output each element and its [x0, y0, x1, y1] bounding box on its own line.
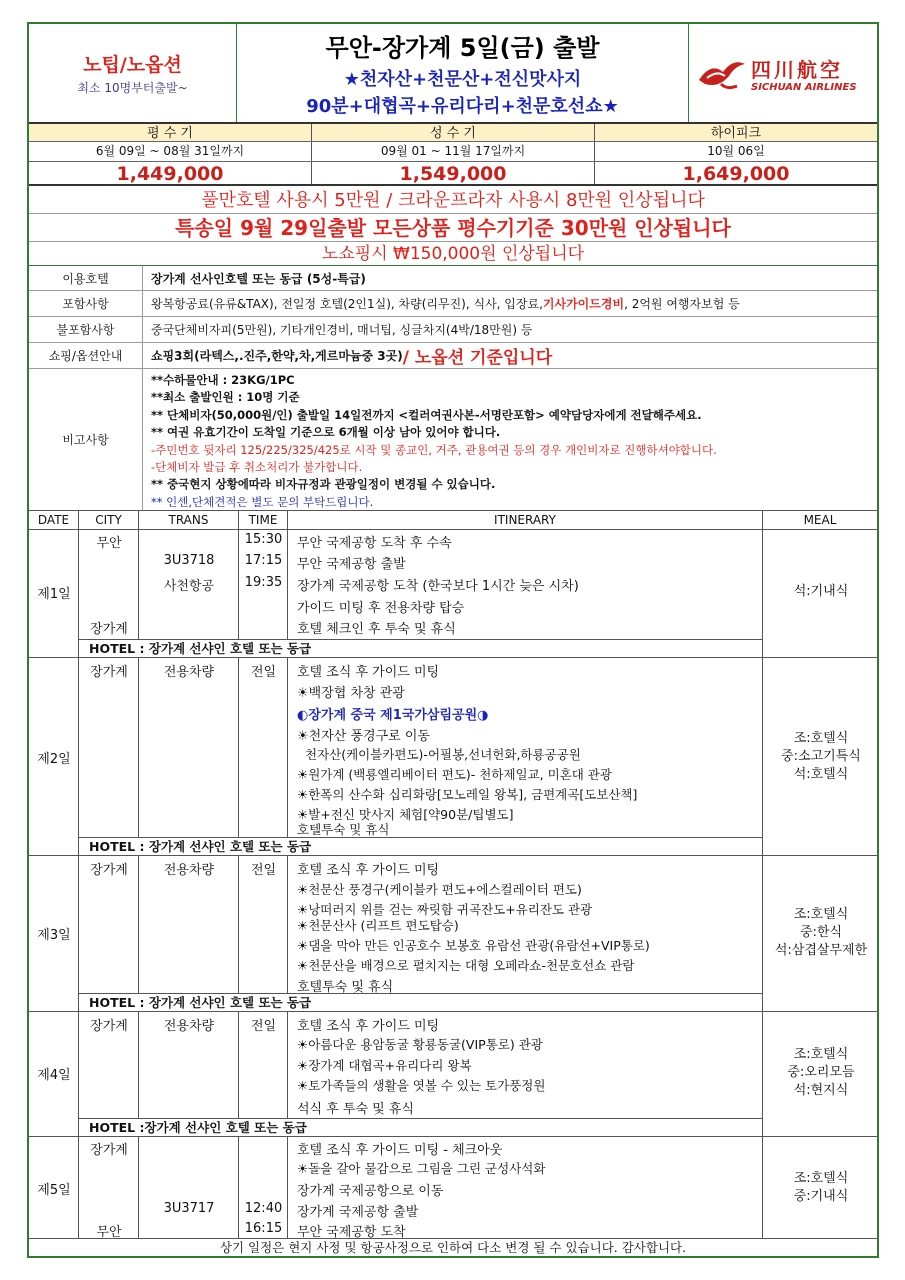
holiday-surcharge-notice: 특송일 9월 29일출발 모든상품 평수기기준 30만원 인상됩니다 — [29, 214, 877, 242]
itinerary-line: ☀천문산 풍경구(케이블카 편도+에스컬레이터 편도) — [297, 882, 582, 897]
time: 12:40 — [244, 1201, 283, 1216]
season-peak: 하이피크 — [710, 126, 762, 141]
meal-info — [765, 1046, 877, 1100]
time: 17:15 — [244, 553, 283, 568]
info-label: 비고사항 — [29, 369, 143, 510]
price-high: 1,549,000 — [312, 162, 595, 184]
itinerary-line: ☀댐을 막아 만든 인공호수 보봉호 유람선 관광(유람선+VIP통로) — [297, 938, 650, 953]
no-shopping-notice: 노쇼핑시 ₩150,000원 인상됩니다 — [29, 242, 877, 266]
airline-name-en: SICHUAN AIRLINES — [751, 82, 857, 93]
airline-name: 사천항공 — [163, 579, 215, 594]
footer-note: 상기 일정은 현지 사정 및 항공사정으로 인하여 다소 변경 될 수 있습니다. 감사합니다. — [219, 1240, 687, 1255]
meal-line: 중:한식 — [799, 925, 843, 940]
hotel-line: HOTEL : 장가계 선샤인 호텔 또는 동급 — [79, 639, 763, 658]
itinerary-line: ☀발+전신 맛사지 체험[약90분/팁별도] — [297, 807, 514, 822]
transport: 전용차량 — [163, 665, 215, 680]
itinerary-line: ◐장가계 중국 제1국가삼림공원◑ — [297, 708, 489, 723]
time: 전일 — [250, 863, 277, 878]
info-value: 장가계 선사인호텔 또는 동급 (5성-특급) — [151, 271, 366, 286]
header-tag-box — [29, 24, 237, 122]
divider — [139, 1137, 239, 1239]
day-label: 제5일 — [37, 1183, 71, 1198]
itinerary-line: ☀천문산을 배경으로 펼치지는 대형 오페라쇼-천문호선쇼 관람 — [297, 958, 635, 973]
day-5 — [29, 1137, 877, 1239]
day-label: 제2일 — [37, 752, 71, 767]
day-label: 제3일 — [37, 928, 71, 943]
time: 15:30 — [244, 532, 283, 547]
info-row-shopping — [29, 343, 877, 369]
min-group-note: 최소 10명부터출발~ — [77, 81, 188, 95]
transport: 전용차량 — [163, 863, 215, 878]
itinerary-line: 천자산(케이블카편도)-어필봉,선녀헌화,하룡공공원 — [305, 747, 581, 762]
price-peak: 1,649,000 — [682, 163, 790, 185]
hotel-line: HOTEL :장가계 선샤인 호텔 또는 동급 — [79, 1118, 763, 1137]
note-line: ** 단체비자(50,000원/인) 출발일 14일전까지 <컬러여권사본-서명란포함> 예약담당자에게 전달해주세요. — [151, 407, 702, 422]
tour-brochure — [27, 22, 879, 1258]
info-label: 불포함사항 — [29, 317, 143, 342]
hotel-line: HOTEL : 장가계 선샤인 호텔 또는 동급 — [79, 837, 763, 856]
city-arrive: 무안 — [96, 1225, 122, 1240]
itinerary-line: 장가계 국제공항 출발 — [297, 1205, 419, 1220]
season-row — [29, 122, 877, 142]
info-row-notes — [29, 369, 877, 511]
airline-logo — [689, 24, 877, 122]
note-line: ** 인센,단체견적은 별도 문의 부탁드립니다. — [151, 494, 374, 509]
day-label: 제4일 — [37, 1068, 71, 1083]
page-title: 무안-장가계 5일(금) 출발 — [325, 34, 600, 62]
season-high: 성 수 기 — [312, 124, 595, 141]
itinerary-line: 석식 후 투숙 및 휴식 — [297, 1102, 414, 1117]
price-low: 1,449,000 — [29, 162, 312, 184]
shopping-text: 쇼핑3회(라텍스,.진주,한약,차,게르마늄중 3곳) — [151, 349, 403, 363]
meal-line: 조:호텔식 — [793, 907, 849, 922]
meal-line: 중:오리모듬 — [787, 1065, 855, 1080]
note-line: -단체비자 발급 후 취소처리가 불가합니다. — [151, 460, 363, 475]
itinerary-line: 호텔 체크인 후 투숙 및 휴식 — [297, 622, 456, 637]
meal-line: 조:호텔식 — [793, 731, 849, 746]
meal-info — [765, 583, 877, 601]
date-row — [29, 142, 877, 162]
day-3 — [29, 856, 877, 1012]
price-row — [29, 162, 877, 186]
dates-peak: 10월 06일 — [707, 144, 765, 158]
itinerary-line: 무안 국제공항 도착 후 수속 — [297, 536, 452, 551]
season-low: 평 수 기 — [29, 124, 312, 141]
itinerary-line: ☀천문산사 (리프트 편도탑승) — [297, 918, 459, 933]
itinerary-line: ☀원가계 (백룡엘리베이터 편도)- 천하제일교, 미혼대 관광 — [297, 767, 612, 782]
flight-number: 3U3717 — [163, 1201, 215, 1216]
divider — [239, 658, 288, 837]
dates-low: 6월 09일 ~ 08월 31일까지 — [29, 142, 312, 161]
itinerary-line: ☀장가계 대협곡+유리다리 왕복 — [297, 1058, 472, 1073]
info-label: 쇼핑/옵션안내 — [29, 343, 143, 368]
included-guide-fee: 기사가이드경비 — [542, 297, 625, 311]
info-value — [151, 291, 873, 316]
itinerary-line: ☀한폭의 산수화 십리화랑[모노레일 왕복], 금편계곡[도보산책] — [297, 787, 638, 802]
info-value: 중국단체비자피(5만원), 기타개인경비, 매너팁, 싱글차지(4박/18만원) 등 — [151, 323, 533, 337]
city: 장가계 — [90, 1019, 128, 1034]
day-1 — [29, 530, 877, 658]
flight-number: 3U3718 — [163, 553, 215, 568]
itinerary-line: 호텔투숙 및 휴식 — [297, 980, 394, 995]
info-label: 이용호텔 — [29, 266, 143, 290]
city: 장가계 — [90, 863, 128, 878]
time: 전일 — [250, 1019, 277, 1034]
notes-list — [151, 369, 873, 510]
itinerary-line: 호텔 조식 후 가이드 미팅 — [297, 863, 440, 878]
meal-line: 석:현지식 — [793, 1083, 849, 1098]
itinerary-line: ☀낭떠러지 위를 걷는 짜릿함 귀곡잔도+유리잔도 관광 — [297, 902, 593, 917]
time: 16:15 — [244, 1221, 283, 1236]
info-row-included — [29, 291, 877, 317]
itinerary-line: 호텔투숙 및 휴식 — [297, 822, 390, 837]
note-line: **수하물안내 : 23KG/1PC — [151, 373, 295, 387]
hotel-line: HOTEL : 장가계 선샤인 호텔 또는 동급 — [79, 993, 763, 1012]
meal-line: 조:호텔식 — [793, 1047, 849, 1062]
hotel-upgrade-notice: 풀만호텔 사용시 5만원 / 크라운프라자 사용시 8만원 인상됩니다 — [29, 188, 877, 214]
divider — [139, 658, 239, 837]
meal-info — [765, 730, 877, 784]
info-label: 포함사항 — [29, 291, 143, 316]
city: 장가계 — [90, 665, 128, 680]
divider — [79, 658, 139, 837]
included-text-c: , 2억원 여행자보험 등 — [624, 297, 740, 311]
transport: 전용차량 — [163, 1019, 215, 1034]
no-option-text: / 노옵션 기준입니다 — [402, 348, 553, 368]
itinerary-line: 장가계 국제공항으로 이동 — [297, 1184, 444, 1199]
col-meal: MEAL — [803, 513, 837, 527]
meal-line: 석:호텔식 — [793, 767, 849, 782]
sichuan-bird-icon — [697, 54, 747, 92]
meal-info — [765, 1170, 877, 1206]
itinerary-header — [29, 511, 877, 530]
meal-line: 중:기내식 — [793, 1189, 849, 1204]
note-line: ** 여권 유효기간이 도착일 기준으로 6개월 이상 남아 있어야 합니다. — [151, 425, 501, 440]
col-trans: TRANS — [139, 511, 239, 530]
info-row-excluded — [29, 317, 877, 343]
col-city: CITY — [79, 511, 139, 530]
city-arrive: 장가계 — [90, 622, 128, 637]
itinerary-line: ☀아름다운 용암동굴 황룡동굴(VIP통로) 관광 — [297, 1037, 543, 1052]
note-line: -주민번호 뒷자리 125/225/325/425로 시작 및 종교인, 거주, 관용여권 등의 경우 개인비자로 진행하셔야합니다. — [151, 442, 717, 457]
time: 19:35 — [244, 575, 283, 590]
col-itinerary: ITINERARY — [288, 511, 763, 530]
day-2 — [29, 658, 877, 856]
airline-name-cn: 四川航空 — [751, 58, 843, 82]
col-date: DATE — [29, 511, 79, 530]
itinerary-line: 호텔 조식 후 가이드 미팅 - 체크아웃 — [297, 1143, 503, 1158]
itinerary-line: ☀토가족들의 생활을 엿볼 수 있는 토가풍정원 — [297, 1078, 546, 1093]
meal-line: 석:기내식 — [793, 584, 849, 599]
time: 전일 — [250, 665, 277, 680]
city-depart: 장가계 — [90, 1143, 128, 1158]
note-line: **최소 출발인원 : 10명 기준 — [151, 390, 300, 405]
itinerary-line: ☀백장협 차창 관광 — [297, 686, 405, 701]
city-depart: 무안 — [96, 536, 122, 551]
dates-high: 09월 01 ~ 11월 17일까지 — [312, 142, 595, 161]
meal-line: 중:소고기특식 — [781, 749, 861, 764]
itinerary-line: 장가계 국제공항 도착 (한국보다 1시간 늦은 시차) — [297, 579, 579, 594]
header — [29, 24, 877, 122]
itinerary-line: 무안 국제공항 출발 — [297, 557, 406, 572]
included-text-a: 왕복항공료(유류&TAX), 전일정 호텔(2인1실), 차량(리무진), 식사, 입장료, — [151, 297, 543, 311]
day-label: 제1일 — [37, 587, 71, 602]
meal-line: 조:호텔식 — [793, 1171, 849, 1186]
itinerary-line: ☀천자산 풍경구로 이동 — [297, 729, 430, 744]
info-row-hotel — [29, 266, 877, 291]
itinerary-line: 가이드 미팅 후 전용차량 탑승 — [297, 601, 465, 616]
itinerary-line: 호텔 조식 후 가이드 미팅 — [297, 665, 440, 680]
no-tip-no-option-title: 노팁/노옵션 — [83, 54, 182, 76]
itinerary-line: 무안 국제공항 도착 — [297, 1225, 406, 1240]
info-value — [151, 343, 873, 368]
highlight-line-2: 90분+대협곡+유리다리+천문호선쇼★ — [306, 96, 619, 117]
note-line: ** 중국현지 상황에따라 비자규정과 관광일정이 변경될 수 있습니다. — [151, 477, 496, 492]
meal-info — [765, 906, 877, 960]
col-time: TIME — [239, 511, 288, 530]
itinerary-line: ☀돌을 갈아 물감으로 그림을 그린 군성사석화 — [297, 1161, 546, 1176]
header-title-box — [237, 24, 689, 122]
itinerary-line: 호텔 조식 후 가이드 미팅 — [297, 1019, 440, 1034]
meal-line: 석:삼겹살무제한 — [774, 943, 868, 958]
day-4 — [29, 1012, 877, 1137]
highlight-line-1: ★천자산+천문산+전신맛사지 — [343, 69, 582, 90]
